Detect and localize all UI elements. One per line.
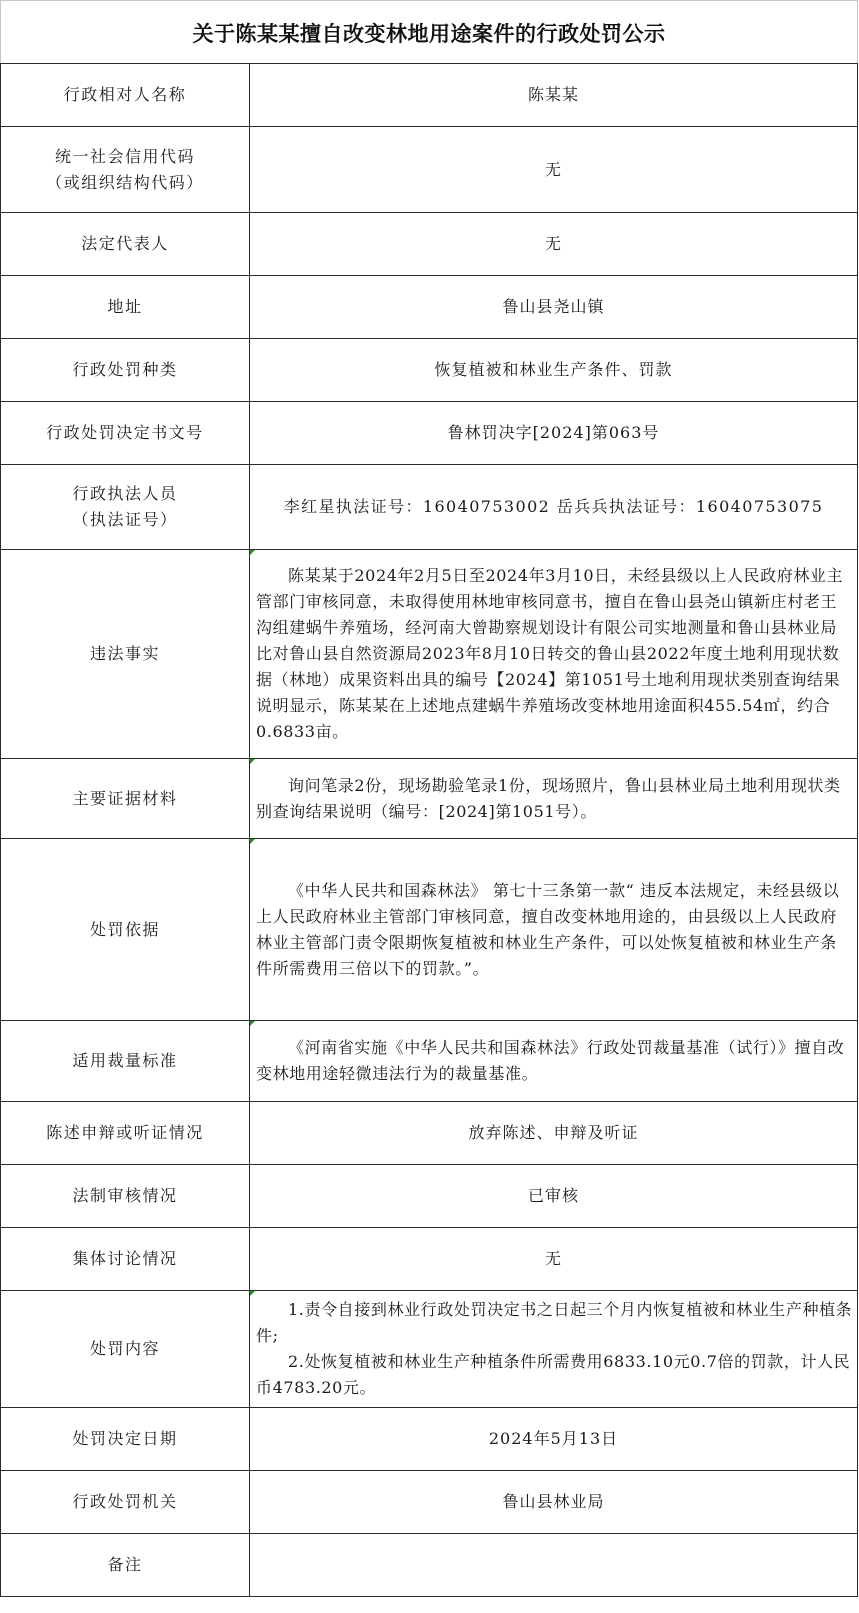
table-row <box>1 1021 858 1102</box>
row-label <box>1 127 250 213</box>
row-label-line: 行政执法人员 <box>72 484 178 503</box>
row-label: 处罚依据 <box>1 839 250 1021</box>
row-label: 处罚内容 <box>1 1291 250 1408</box>
row-label: 行政相对人名称 <box>1 64 250 127</box>
evidence-text: 询问笔录2份，现场勘验笔录1份，现场照片，鲁山县林业局土地利用现状类别查询结果说明（编号：[2024]第1051号）。 <box>256 775 841 821</box>
row-value-cell <box>250 1021 858 1102</box>
row-value: 已审核 <box>250 1165 858 1228</box>
row-label: 地址 <box>1 276 250 339</box>
row-label: 处罚决定日期 <box>1 1408 250 1471</box>
table-row <box>1 127 858 213</box>
table-row <box>1 402 858 465</box>
row-label: 适用裁量标准 <box>1 1021 250 1102</box>
row-value <box>250 1534 858 1597</box>
table-row <box>1 1408 858 1471</box>
row-value: 李红星执法证号：16040753002 岳兵兵执法证号：16040753075 <box>250 465 858 550</box>
table-row <box>1 839 858 1021</box>
penalty-basis-text: 《中华人民共和国森林法》 第七十三条第一款“ 违反本法规定，未经县级以上人民政府林业主管部门审核同意，擅自改变林地用途的，由县级以上人民政府林业主管部门责令限期恢复植被和林业生产条件，可以处恢复植被和林业生产条件所需费用三倍以下的罚款。”。 <box>256 880 840 978</box>
table-row <box>1 1291 858 1408</box>
row-label: 主要证据材料 <box>1 759 250 839</box>
row-value-cell <box>250 759 858 839</box>
violation-facts-text: 陈某某于2024年2月5日至2024年3月10日，未经县级以上人民政府林业主管部门审核同意，未取得使用林地审核同意书，擅自在鲁山县尧山镇新庄村老王沟组建蜗牛养殖场，经河南大曾勘察规划设计有限公司实地测量和鲁山县林业局比对鲁山县自然资源局2023年8月10日转交的鲁山县2022年度土地利用现状数据（林地）成果资料出具的编号【2024】第1051号土地利用现状类别查询结果说明显示，陈某某在上述地点建蜗牛养殖场改变林地用途面积455.54㎡，约合0.6833亩。 <box>256 566 844 741</box>
table-row <box>1 1102 858 1165</box>
penalty-info-table <box>0 63 858 1597</box>
row-value: 无 <box>250 127 858 213</box>
row-label: 陈述申辩或听证情况 <box>1 1102 250 1165</box>
table-row <box>1 213 858 276</box>
row-label: 行政处罚决定书文号 <box>1 402 250 465</box>
row-label: 备注 <box>1 1534 250 1597</box>
row-label: 行政处罚机关 <box>1 1471 250 1534</box>
row-value: 鲁山县林业局 <box>250 1471 858 1534</box>
row-label: 违法事实 <box>1 550 250 759</box>
row-value: 2024年5月13日 <box>250 1408 858 1471</box>
row-value: 鲁山县尧山镇 <box>250 276 858 339</box>
penalty-item-1: 1.责令自接到林业行政处罚决定书之日起三个月内恢复植被和林业生产种植条件; <box>256 1300 853 1345</box>
document-title: 关于陈某某擅自改变林地用途案件的行政处罚公示 <box>0 0 858 64</box>
row-label: 法制审核情况 <box>1 1165 250 1228</box>
row-value: 无 <box>250 1228 858 1291</box>
table-row <box>1 759 858 839</box>
table-row <box>1 1228 858 1291</box>
discretion-standard-text: 《河南省实施《中华人民共和国森林法》行政处罚裁量基准（试行）》擅自改变林地用途轻微违法行为的裁量基准。 <box>256 1038 845 1083</box>
row-label: 行政处罚种类 <box>1 339 250 402</box>
row-value: 陈某某 <box>250 64 858 127</box>
row-label: 法定代表人 <box>1 213 250 276</box>
table-row <box>1 276 858 339</box>
row-value: 无 <box>250 213 858 276</box>
table-row <box>1 1471 858 1534</box>
row-label-line: 统一社会信用代码 <box>54 146 195 166</box>
table-row <box>1 465 858 550</box>
table-row <box>1 64 858 127</box>
row-label-line: （执法证号） <box>72 510 178 529</box>
table-row <box>1 550 858 759</box>
table-row <box>1 339 858 402</box>
row-label-line: （或组织结构代码） <box>46 172 204 192</box>
row-value: 恢复植被和林业生产条件、罚款 <box>250 339 858 402</box>
penalty-item-2: 2.处恢复植被和林业生产种植条件所需费用6833.10元0.7倍的罚款，计人民币4783.20元。 <box>256 1352 851 1397</box>
table-row <box>1 1534 858 1597</box>
row-value-cell <box>250 839 858 1021</box>
row-value: 放弃陈述、申辩及听证 <box>250 1102 858 1165</box>
row-value-cell <box>250 1291 858 1408</box>
row-label: 集体讨论情况 <box>1 1228 250 1291</box>
row-value-cell <box>250 550 858 759</box>
table-row <box>1 1165 858 1228</box>
row-value: 鲁林罚决字[2024]第063号 <box>250 402 858 465</box>
row-label <box>1 465 250 550</box>
